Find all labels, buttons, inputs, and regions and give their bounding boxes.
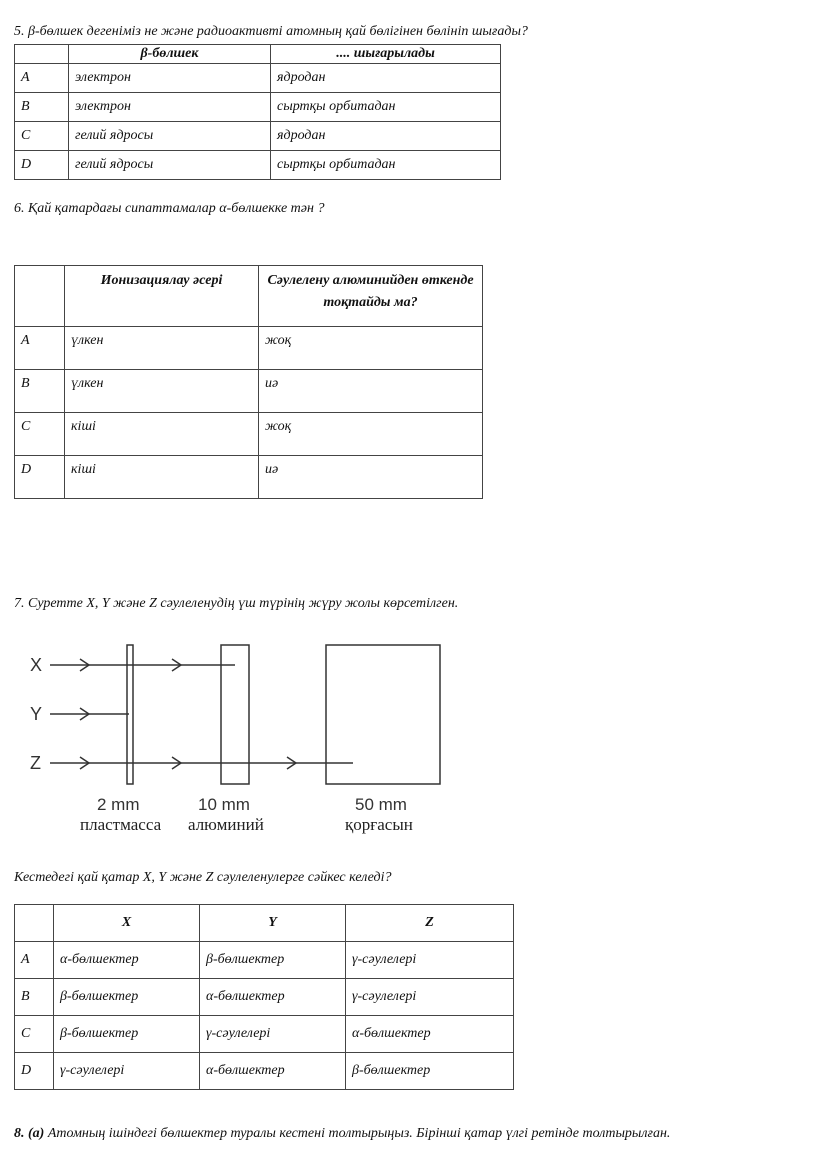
table-row — [15, 64, 501, 93]
question-8-text: Атомның ішіндегі бөлшектер туралы кестені толтырыңыз. Бірінші қатар үлгі ретінде толтырылған. — [44, 1126, 671, 1141]
table-cell: гелий ядросы — [69, 122, 271, 151]
table-cell: үлкен — [65, 370, 259, 413]
table-header — [15, 905, 514, 942]
table-row — [15, 370, 483, 413]
table-header — [15, 45, 501, 64]
header-cell — [15, 45, 69, 64]
option-letter: B — [15, 370, 65, 413]
option-letter: D — [15, 1053, 54, 1090]
table-cell: α-бөлшектер — [54, 942, 200, 979]
table-row — [15, 942, 514, 979]
option-letter: D — [15, 456, 65, 499]
table-cell: жоқ — [259, 327, 483, 370]
option-letter: A — [15, 942, 54, 979]
barrier-thickness: 2 mm — [97, 795, 140, 814]
table-cell: электрон — [69, 64, 271, 93]
question-6-title: 6. Қай қатардағы сипаттамалар α-бөлшекке тән ? — [14, 201, 325, 216]
option-letter: C — [15, 413, 65, 456]
header-cell: Z — [346, 905, 514, 942]
option-letter: B — [15, 979, 54, 1016]
table-cell: үлкен — [65, 327, 259, 370]
question-7-table — [14, 904, 514, 1090]
header-cell: Y — [200, 905, 346, 942]
table-row — [15, 1016, 514, 1053]
question-5-title: 5. β-бөлшек дегеніміз не және радиоактивті атомның қай бөлігінен бөлініп шығады? — [14, 24, 528, 39]
table-row — [15, 122, 501, 151]
header-cell: Ионизациялау әсері — [65, 266, 259, 327]
radiation-penetration-diagram — [0, 630, 470, 840]
table-row — [15, 413, 483, 456]
question-8-title — [14, 1126, 670, 1142]
header-cell — [15, 905, 54, 942]
header-cell: Сәулелену алюминийден өткенде тоқтайды ма? — [259, 266, 483, 327]
barrier-material: алюминий — [188, 815, 264, 834]
ray-label-y: Y — [30, 704, 43, 724]
table-cell: γ-сәулелері — [54, 1053, 200, 1090]
table-cell: ядродан — [271, 64, 501, 93]
table-cell: кіші — [65, 413, 259, 456]
header-cell: .... шығарылады — [271, 45, 501, 64]
barrier-thickness: 50 mm — [355, 795, 407, 814]
table-cell: гелий ядросы — [69, 151, 271, 180]
table-row — [15, 327, 483, 370]
question-7-title: 7. Суретте X, Y және Z сәулеленудің үш түрінің жүру жолы көрсетілген. — [14, 596, 459, 611]
table-cell: β-бөлшектер — [54, 979, 200, 1016]
table-cell: сыртқы орбитадан — [271, 151, 501, 180]
option-letter: B — [15, 93, 69, 122]
option-letter: C — [15, 122, 69, 151]
table-cell: сыртқы орбитадан — [271, 93, 501, 122]
header-cell — [15, 266, 65, 327]
header-cell: X — [54, 905, 200, 942]
barrier-material: қорғасын — [345, 815, 413, 834]
table-cell: β-бөлшектер — [200, 942, 346, 979]
ray-label-z: Z — [30, 753, 41, 773]
header-cell: β-бөлшек — [69, 45, 271, 64]
table-row — [15, 93, 501, 122]
table-row — [15, 979, 514, 1016]
option-letter: A — [15, 327, 65, 370]
table-cell: ядродан — [271, 122, 501, 151]
table-cell: γ-сәулелері — [346, 942, 514, 979]
table-cell: α-бөлшектер — [200, 979, 346, 1016]
table-cell: иә — [259, 370, 483, 413]
option-letter: C — [15, 1016, 54, 1053]
barrier-thickness: 10 mm — [198, 795, 250, 814]
question-7-prompt: Кестедегі қай қатар X, Y және Z сәулеленулерге сәйкес келеді? — [14, 870, 392, 885]
question-8-number: 8. (a) — [14, 1126, 45, 1141]
table-cell: α-бөлшектер — [200, 1053, 346, 1090]
ray-label-x: X — [30, 655, 43, 675]
table-cell: жоқ — [259, 413, 483, 456]
table-row — [15, 1053, 514, 1090]
table-cell: иә — [259, 456, 483, 499]
table-row — [15, 456, 483, 499]
table-cell: электрон — [69, 93, 271, 122]
table-cell: α-бөлшектер — [346, 1016, 514, 1053]
table-cell: β-бөлшектер — [346, 1053, 514, 1090]
option-letter: A — [15, 64, 69, 93]
table-row — [15, 151, 501, 180]
question-5-table — [14, 44, 501, 180]
table-cell: β-бөлшектер — [54, 1016, 200, 1053]
table-cell: γ-сәулелері — [200, 1016, 346, 1053]
barrier-material: пластмасса — [80, 815, 162, 834]
table-cell: кіші — [65, 456, 259, 499]
option-letter: D — [15, 151, 69, 180]
table-cell: γ-сәулелері — [346, 979, 514, 1016]
table-header — [15, 266, 483, 327]
question-6-table — [14, 265, 483, 499]
